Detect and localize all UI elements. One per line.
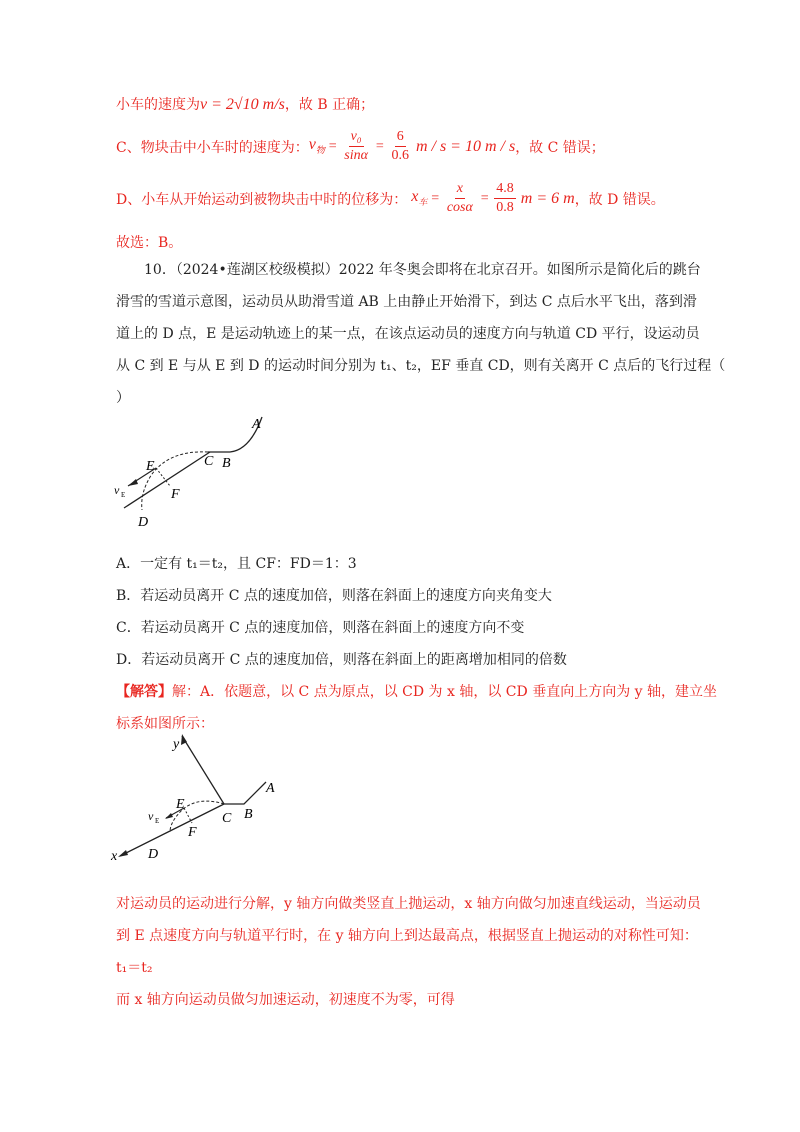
- label-v: v: [148, 809, 154, 823]
- text: 小车的速度为: [116, 97, 200, 113]
- option-c: C．若运动员离开 C 点的速度加倍，则落在斜面上的速度方向不变: [116, 620, 525, 636]
- fraction: $\frac{6}{0.6}$: [391, 129, 409, 163]
- label-v-sub: E: [155, 817, 160, 825]
- label-v-sub: E: [121, 491, 126, 499]
- answer-tag: 【解答】: [116, 684, 172, 700]
- label-f: F: [188, 825, 197, 840]
- fraction: $\frac{4.8}{0.8}$: [496, 181, 514, 215]
- label-d: D: [148, 847, 159, 862]
- y-axis: [182, 736, 224, 804]
- fraction: $\frac{\text{v₀}}{\sin\alpha}$: [344, 129, 368, 163]
- option-d: D．若运动员离开 C 点的速度加倍，则落在斜面上的距离增加相同的倍数: [116, 652, 567, 668]
- text: D、小车从开始运动到被物块击中时的位移为：: [116, 191, 408, 208]
- label-c: C: [204, 454, 214, 469]
- solution-line-c: C、物块击中小车时的速度为： $v_物$ = $\frac{\text{v₀}}{\sin\alpha}$ = $\frac{6}{0.6}$ m / s = 10 m / s ，故 C 错误；: [116, 129, 605, 163]
- velocity-formula: v = 2√10 m/s: [200, 96, 285, 113]
- label-a: A: [252, 417, 261, 432]
- label-d: D: [138, 515, 149, 530]
- solution-conclusion: 故选：B。: [116, 235, 183, 251]
- text: C、物块击中小车时的速度为：: [116, 139, 309, 156]
- v-symbol: $v_物$: [308, 136, 325, 156]
- question-line: 道上的 D 点，E 是运动轨迹上的某一点，在该点运动员的速度方向与轨道 CD 平行，设运动员: [116, 326, 700, 342]
- text: ，故 C 错误；: [515, 139, 605, 156]
- answer-line: 而 x 轴方向运动员做匀加速运动，初速度不为零，可得: [116, 992, 455, 1008]
- arrow-head: [165, 813, 173, 819]
- options: [116, 548, 696, 676]
- answer-line: 到 E 点速度方向与轨道平行时，在 y 轴方向上到达最高点，根据竖直上抛运动的对称性可知：: [116, 928, 698, 944]
- question-line: 滑雪的雪道示意图，运动员从助滑雪道 AB 上由静止开始滑下，到达 C 点后水平飞出，落到滑: [116, 294, 697, 310]
- answer-continued: [116, 888, 701, 1016]
- label-v: v: [114, 483, 120, 497]
- label-c: C: [222, 811, 232, 826]
- label-b: B: [222, 456, 231, 471]
- answer-line: 解：A．依题意，以 C 点为原点，以 CD 为 x 轴，以 CD 垂直向上方向为 y 轴，建立坐: [172, 684, 718, 700]
- text: ，故 D 错误。: [574, 191, 665, 208]
- fraction: $\frac{x}{\cos\alpha}$: [446, 181, 473, 215]
- label-a: A: [266, 781, 275, 796]
- option-b: B．若运动员离开 C 点的速度加倍，则落在斜面上的速度方向夹角变大: [116, 588, 552, 604]
- ski-jump-diagram: [100, 412, 280, 537]
- label-x: x: [111, 849, 118, 864]
- label-y: y: [173, 737, 180, 752]
- question-line: ）: [116, 390, 130, 406]
- formula-tail: m = 6 m: [520, 189, 575, 207]
- answer-line: 标系如图所示：: [116, 716, 214, 732]
- text: ，故 B 正确；: [284, 97, 375, 113]
- answer-line: t₁＝t₂: [116, 960, 153, 976]
- solution-line-velocity: [116, 94, 374, 114]
- x-symbol: $x_车$: [411, 188, 428, 208]
- question-line: 从 C 到 E 与从 E 到 D 的运动时间分别为 t₁、t₂，EF 垂直 CD，则有关离开 C 点后的飞行过程（: [116, 358, 726, 374]
- question-text: [116, 254, 726, 414]
- option-a: A．一定有 t₁＝t₂，且 CF：FD＝1：3: [116, 556, 357, 572]
- ramp-ab: [224, 782, 266, 804]
- solution-line-d: D、小车从开始运动到被物块击中时的位移为： $x_车$ = $\frac{x}{\cos\alpha}$ = $\frac{4.8}{0.8}$ m = 6 m ，故 D 错误。: [116, 181, 665, 215]
- x-axis: [120, 804, 224, 856]
- question-line: 10．（2024•莲湖区校级模拟）2022 年冬奥会即将在北京召开。如图所示是简化后的跳台: [144, 262, 701, 278]
- label-f: F: [171, 487, 180, 502]
- formula-tail: m / s = 10 m / s: [415, 137, 516, 155]
- label-b: B: [244, 807, 253, 822]
- x-arrow-head: [118, 850, 128, 857]
- coordinate-diagram: [108, 728, 288, 868]
- label-e: E: [146, 459, 155, 474]
- label-e: E: [176, 797, 185, 812]
- answer-line: 对运动员的运动进行分解，y 轴方向做类竖直上抛运动，x 轴方向做匀加速直线运动，当运动员: [116, 896, 701, 912]
